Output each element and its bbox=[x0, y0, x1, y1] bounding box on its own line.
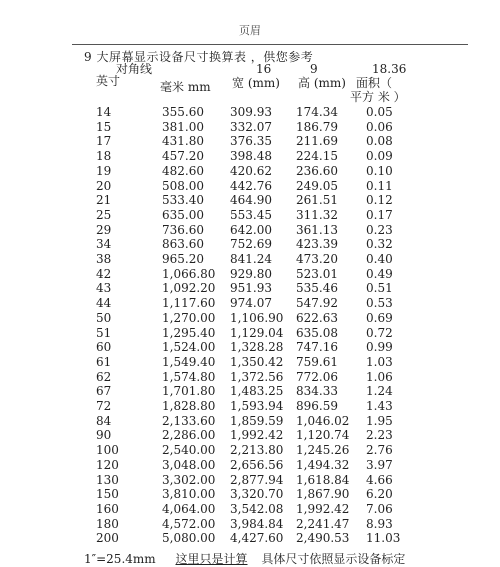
cell-area: 0.05 bbox=[366, 105, 393, 119]
footer-conversion: 1″=25.4mm bbox=[84, 552, 156, 566]
cell-area: 8.93 bbox=[366, 516, 393, 531]
cell-inch: 150 bbox=[96, 487, 119, 502]
cell-width: 376.35 bbox=[230, 134, 272, 149]
cell-height: 1,867.90 bbox=[296, 487, 350, 502]
cell-width: 4,427.60 bbox=[230, 531, 284, 546]
cell-mm: 863.60 bbox=[162, 237, 204, 252]
cell-area: 0.17 bbox=[366, 207, 393, 222]
cell-inch: 200 bbox=[96, 531, 119, 546]
cell-mm: 1,295.40 bbox=[162, 325, 216, 340]
cell-area: 6.20 bbox=[366, 487, 393, 502]
cell-width: 332.07 bbox=[230, 119, 272, 134]
cell-height: 535.46 bbox=[296, 281, 338, 296]
cell-width: 2,656.56 bbox=[230, 457, 284, 472]
cell-mm: 965.20 bbox=[162, 252, 204, 266]
cell-mm: 508.00 bbox=[162, 178, 204, 193]
cell-height: 1,494.32 bbox=[296, 457, 350, 472]
cell-height: 1,046.02 bbox=[296, 413, 350, 428]
cell-width: 309.93 bbox=[230, 105, 272, 119]
cell-mm: 1,117.60 bbox=[162, 296, 216, 311]
cell-height: 1,245.26 bbox=[296, 443, 350, 458]
cell-height: 211.69 bbox=[296, 134, 338, 149]
cell-height: 2,241.47 bbox=[296, 516, 350, 531]
cell-height: 174.34 bbox=[296, 105, 338, 119]
cell-mm: 1,270.00 bbox=[162, 310, 216, 325]
cell-inch: 14 bbox=[96, 105, 112, 119]
cell-area: 7.06 bbox=[366, 501, 393, 516]
cell-mm: 736.60 bbox=[162, 222, 204, 237]
cell-inch: 43 bbox=[96, 281, 112, 296]
cell-width: 2,877.94 bbox=[230, 472, 284, 487]
cell-area: 0.08 bbox=[366, 134, 393, 149]
cell-inch: 130 bbox=[96, 472, 119, 487]
cell-height: 834.33 bbox=[296, 384, 338, 399]
cell-height: 1,120.74 bbox=[296, 428, 350, 443]
cell-inch: 19 bbox=[96, 163, 112, 178]
cell-height: 423.39 bbox=[296, 237, 338, 252]
cell-width: 929.80 bbox=[230, 266, 272, 281]
cell-width: 420.62 bbox=[230, 163, 272, 178]
cell-mm: 2,286.00 bbox=[162, 428, 216, 443]
cell-inch: 18 bbox=[96, 149, 112, 164]
cell-mm: 431.80 bbox=[162, 134, 204, 149]
header-height-ratio: 9 bbox=[310, 62, 318, 76]
cell-inch: 44 bbox=[96, 296, 112, 311]
cell-area: 1.43 bbox=[366, 399, 393, 413]
cell-height: 236.60 bbox=[296, 163, 338, 178]
cell-width: 1,129.04 bbox=[230, 325, 284, 340]
header-divider bbox=[72, 44, 468, 45]
cell-area: 3.97 bbox=[366, 457, 393, 472]
cell-area: 2.23 bbox=[366, 428, 393, 443]
cell-height: 361.13 bbox=[296, 222, 338, 237]
cell-area: 0.53 bbox=[366, 296, 393, 311]
cell-area: 0.09 bbox=[366, 149, 393, 164]
cell-area: 0.11 bbox=[366, 178, 393, 193]
header-width-ratio: 16 bbox=[256, 62, 272, 76]
header-diagonal: 对角线 bbox=[116, 62, 153, 76]
cell-width: 752.69 bbox=[230, 237, 272, 252]
cell-width: 1,593.94 bbox=[230, 399, 284, 413]
cell-width: 642.00 bbox=[230, 222, 272, 237]
cell-width: 974.07 bbox=[230, 296, 272, 311]
cell-mm: 5,080.00 bbox=[162, 531, 216, 546]
cell-inch: 42 bbox=[96, 266, 112, 281]
cell-inch: 17 bbox=[96, 134, 112, 149]
cell-height: 1,992.42 bbox=[296, 501, 350, 516]
cell-mm: 533.40 bbox=[162, 193, 204, 208]
cell-height: 473.20 bbox=[296, 252, 338, 266]
cell-area: 2.76 bbox=[366, 443, 393, 458]
cell-mm: 1,701.80 bbox=[162, 384, 216, 399]
cell-mm: 4,572.00 bbox=[162, 516, 216, 531]
footer-device-note: 具体尺寸依照显示设备标定 bbox=[261, 552, 406, 566]
cell-inch: 21 bbox=[96, 193, 112, 208]
cell-inch: 84 bbox=[96, 413, 112, 428]
cell-mm: 3,810.00 bbox=[162, 487, 216, 502]
cell-inch: 180 bbox=[96, 516, 119, 531]
header-area-unit: 平方 米 ） bbox=[350, 90, 406, 104]
header-area-value: 18.36 bbox=[372, 62, 407, 76]
cell-height: 622.63 bbox=[296, 310, 338, 325]
cell-width: 841.24 bbox=[230, 252, 272, 266]
cell-width: 951.93 bbox=[230, 281, 272, 296]
cell-mm: 2,540.00 bbox=[162, 443, 216, 458]
cell-inch: 62 bbox=[96, 369, 112, 384]
cell-height: 772.06 bbox=[296, 369, 338, 384]
cell-width: 442.76 bbox=[230, 178, 272, 193]
cell-width: 1,106.90 bbox=[230, 310, 284, 325]
cell-inch: 20 bbox=[96, 178, 112, 193]
cell-inch: 25 bbox=[96, 207, 112, 222]
cell-height: 249.05 bbox=[296, 178, 338, 193]
cell-width: 553.45 bbox=[230, 207, 272, 222]
cell-mm: 381.00 bbox=[162, 119, 204, 134]
cell-area: 11.03 bbox=[366, 531, 401, 546]
cell-area: 1.95 bbox=[366, 413, 393, 428]
cell-mm: 1,574.80 bbox=[162, 369, 216, 384]
cell-mm: 1,066.80 bbox=[162, 266, 216, 281]
cell-area: 0.23 bbox=[366, 222, 393, 237]
header-area: 面积（ bbox=[356, 76, 393, 90]
cell-height: 747.16 bbox=[296, 340, 338, 355]
cell-height: 311.32 bbox=[296, 207, 338, 222]
cell-height: 261.51 bbox=[296, 193, 338, 208]
document-title: 9 大屏幕显示设备尺寸换算表 ，供您参考 bbox=[84, 50, 314, 64]
header-height: 高 (mm) bbox=[298, 76, 346, 90]
cell-mm: 1,092.20 bbox=[162, 281, 216, 296]
cell-inch: 160 bbox=[96, 501, 119, 516]
cell-height: 186.79 bbox=[296, 119, 338, 134]
cell-mm: 1,828.80 bbox=[162, 399, 216, 413]
cell-area: 0.69 bbox=[366, 310, 393, 325]
footer-note bbox=[84, 550, 405, 567]
cell-area: 0.99 bbox=[366, 340, 393, 355]
cell-mm: 3,302.00 bbox=[162, 472, 216, 487]
cell-area: 4.66 bbox=[366, 472, 393, 487]
cell-width: 1,859.59 bbox=[230, 413, 284, 428]
cell-width: 3,320.70 bbox=[230, 487, 284, 502]
cell-inch: 50 bbox=[96, 310, 112, 325]
cell-width: 3,542.08 bbox=[230, 501, 284, 516]
cell-inch: 67 bbox=[96, 384, 112, 399]
cell-width: 398.48 bbox=[230, 149, 272, 164]
cell-height: 224.15 bbox=[296, 149, 338, 164]
cell-mm: 2,133.60 bbox=[162, 413, 216, 428]
cell-width: 1,372.56 bbox=[230, 369, 284, 384]
footer-calc-note: 这里只是计算 bbox=[175, 552, 248, 566]
cell-inch: 60 bbox=[96, 340, 112, 355]
cell-mm: 457.20 bbox=[162, 149, 204, 164]
cell-area: 0.10 bbox=[366, 163, 393, 178]
cell-inch: 38 bbox=[96, 252, 112, 266]
cell-inch: 72 bbox=[96, 399, 112, 413]
cell-inch: 15 bbox=[96, 119, 112, 134]
cell-area: 0.49 bbox=[366, 266, 393, 281]
cell-area: 0.51 bbox=[366, 281, 393, 296]
cell-width: 1,350.42 bbox=[230, 354, 284, 369]
cell-mm: 1,524.00 bbox=[162, 340, 216, 355]
cell-inch: 61 bbox=[96, 354, 112, 369]
cell-inch: 51 bbox=[96, 325, 112, 340]
cell-mm: 1,549.40 bbox=[162, 354, 216, 369]
header-mm: 毫米 mm bbox=[160, 80, 211, 94]
cell-inch: 34 bbox=[96, 237, 112, 252]
cell-width: 2,213.80 bbox=[230, 443, 284, 458]
cell-area: 0.06 bbox=[366, 119, 393, 134]
cell-area: 0.40 bbox=[366, 252, 393, 266]
cell-inch: 29 bbox=[96, 222, 112, 237]
cell-inch: 100 bbox=[96, 443, 119, 458]
cell-area: 1.03 bbox=[366, 354, 393, 369]
cell-mm: 3,048.00 bbox=[162, 457, 216, 472]
cell-width: 1,992.42 bbox=[230, 428, 284, 443]
cell-width: 1,328.28 bbox=[230, 340, 284, 355]
cell-mm: 355.60 bbox=[162, 105, 204, 119]
cell-height: 2,490.53 bbox=[296, 531, 350, 546]
cell-height: 635.08 bbox=[296, 325, 338, 340]
cell-width: 464.90 bbox=[230, 193, 272, 208]
cell-inch: 90 bbox=[96, 428, 112, 443]
cell-height: 547.92 bbox=[296, 296, 338, 311]
cell-mm: 482.60 bbox=[162, 163, 204, 178]
cell-width: 3,984.84 bbox=[230, 516, 284, 531]
page-header: 页眉 bbox=[239, 24, 261, 37]
cell-height: 896.59 bbox=[296, 399, 338, 413]
cell-inch: 120 bbox=[96, 457, 119, 472]
cell-area: 0.12 bbox=[366, 193, 393, 208]
header-inch: 英寸 bbox=[96, 74, 121, 88]
cell-mm: 635.00 bbox=[162, 207, 204, 222]
cell-mm: 4,064.00 bbox=[162, 501, 216, 516]
cell-height: 759.61 bbox=[296, 354, 338, 369]
cell-area: 1.24 bbox=[366, 384, 393, 399]
cell-area: 0.32 bbox=[366, 237, 393, 252]
cell-area: 0.72 bbox=[366, 325, 393, 340]
cell-width: 1,483.25 bbox=[230, 384, 284, 399]
cell-area: 1.06 bbox=[366, 369, 393, 384]
header-width: 宽 (mm) bbox=[232, 76, 280, 90]
cell-height: 1,618.84 bbox=[296, 472, 350, 487]
cell-height: 523.01 bbox=[296, 266, 338, 281]
